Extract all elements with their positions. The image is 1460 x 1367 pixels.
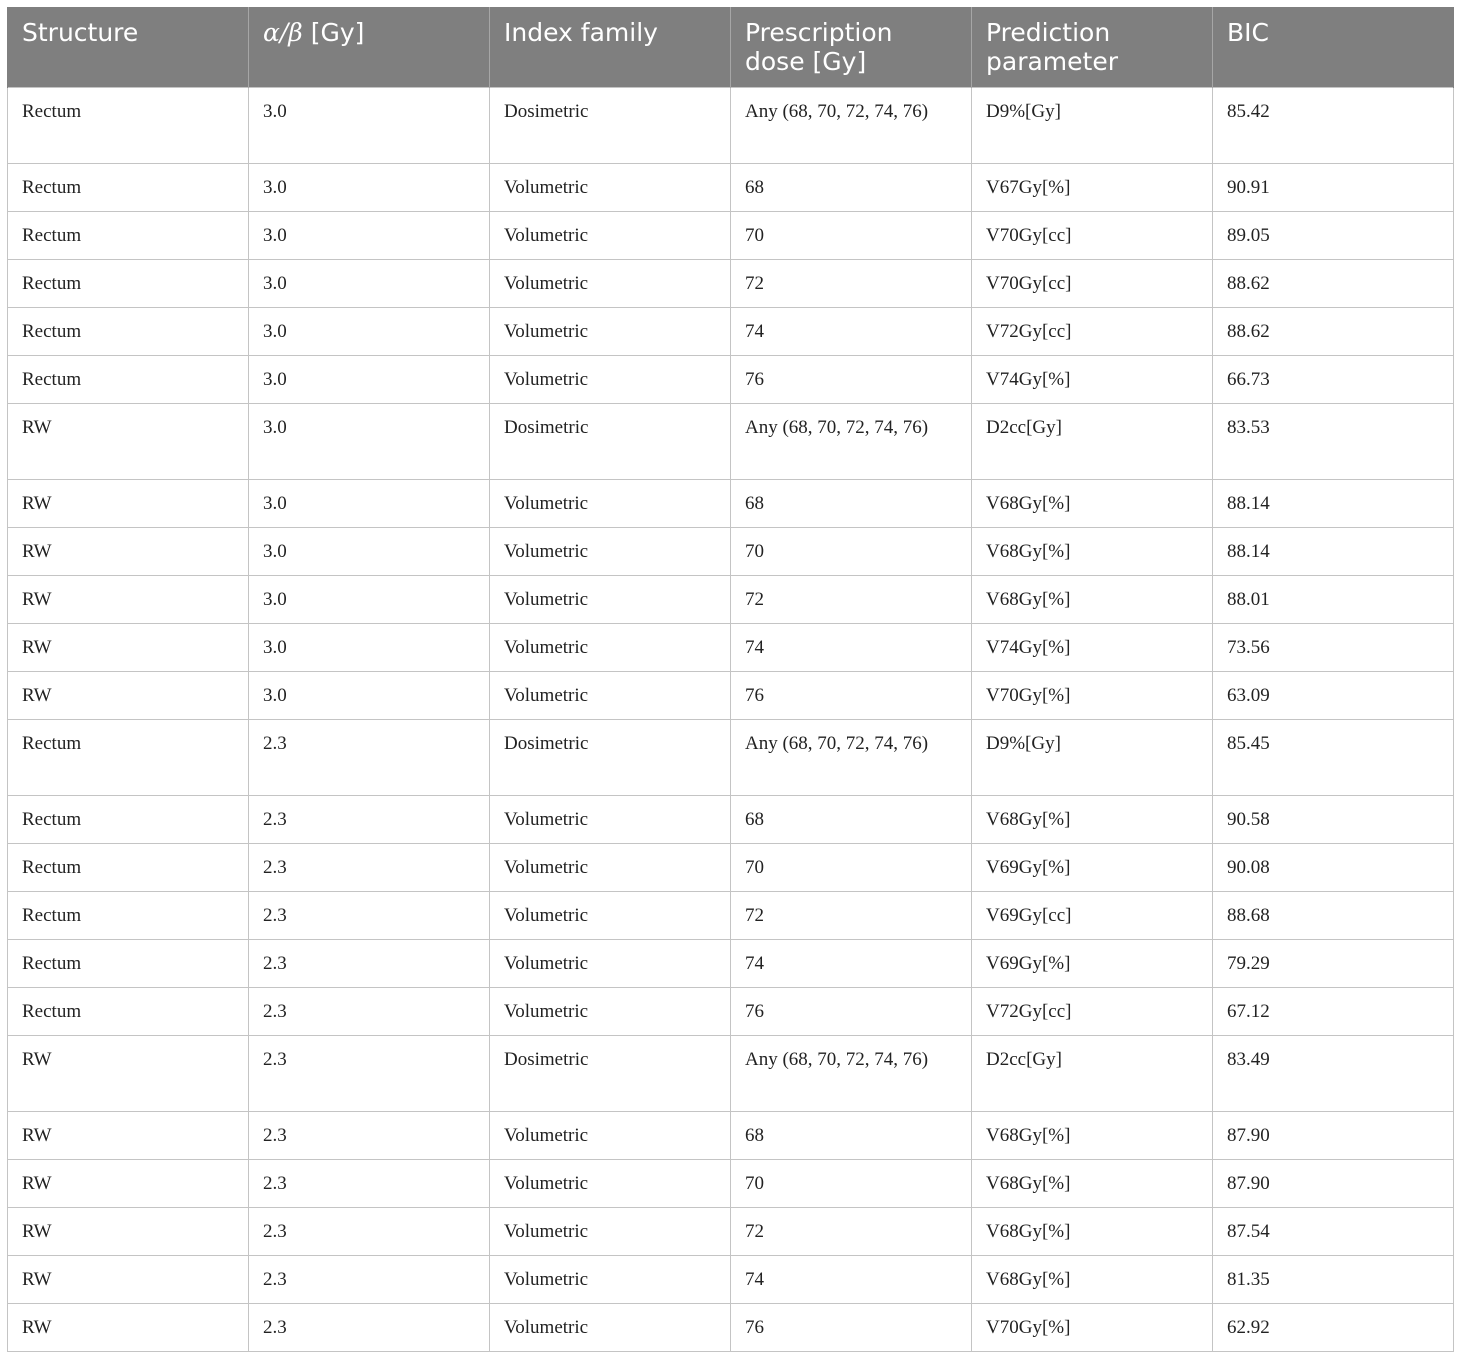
table-row — [8, 260, 1454, 308]
cell-prediction-parameter: V68Gy[%] — [972, 1160, 1213, 1208]
cell-alpha-beta: 3.0 — [249, 212, 490, 260]
header-index-family: Index family — [490, 7, 731, 88]
cell-prescription-dose: 72 — [731, 260, 972, 308]
cell-bic: 81.35 — [1213, 1256, 1454, 1304]
cell-prescription-dose: Any (68, 70, 72, 74, 76) — [731, 404, 972, 480]
table-row — [8, 528, 1454, 576]
cell-structure: RW — [8, 480, 249, 528]
cell-index-family: Volumetric — [490, 480, 731, 528]
cell-prediction-parameter: V70Gy[%] — [972, 1304, 1213, 1352]
cell-index-family: Volumetric — [490, 844, 731, 892]
cell-index-family: Volumetric — [490, 892, 731, 940]
cell-bic: 88.01 — [1213, 576, 1454, 624]
table-row — [8, 88, 1454, 164]
cell-prescription-dose: 70 — [731, 844, 972, 892]
cell-index-family: Dosimetric — [490, 1036, 731, 1112]
cell-structure: Rectum — [8, 720, 249, 796]
header-alpha-beta: α/β [Gy] — [249, 7, 490, 88]
cell-structure: Rectum — [8, 940, 249, 988]
cell-prediction-parameter: V70Gy[cc] — [972, 212, 1213, 260]
cell-alpha-beta: 2.3 — [249, 892, 490, 940]
cell-index-family: Volumetric — [490, 940, 731, 988]
cell-bic: 87.90 — [1213, 1160, 1454, 1208]
cell-prescription-dose: 74 — [731, 940, 972, 988]
cell-prediction-parameter: V74Gy[%] — [972, 624, 1213, 672]
cell-prescription-dose: 74 — [731, 1256, 972, 1304]
cell-structure: Rectum — [8, 988, 249, 1036]
cell-structure: RW — [8, 404, 249, 480]
table-row — [8, 988, 1454, 1036]
cell-prediction-parameter: D2cc[Gy] — [972, 1036, 1213, 1112]
cell-index-family: Volumetric — [490, 1160, 731, 1208]
header-structure: Structure — [8, 7, 249, 88]
cell-bic: 83.53 — [1213, 404, 1454, 480]
table-row — [8, 480, 1454, 528]
table-row — [8, 1112, 1454, 1160]
cell-structure: Rectum — [8, 260, 249, 308]
cell-prediction-parameter: V68Gy[%] — [972, 480, 1213, 528]
cell-bic: 88.62 — [1213, 260, 1454, 308]
cell-prediction-parameter: V69Gy[%] — [972, 940, 1213, 988]
cell-bic: 85.42 — [1213, 88, 1454, 164]
header-row — [8, 7, 1454, 88]
cell-prescription-dose: 74 — [731, 624, 972, 672]
table-body — [8, 88, 1454, 1352]
cell-structure: RW — [8, 1036, 249, 1112]
table-row — [8, 844, 1454, 892]
cell-alpha-beta: 3.0 — [249, 260, 490, 308]
cell-bic: 88.68 — [1213, 892, 1454, 940]
cell-index-family: Volumetric — [490, 212, 731, 260]
cell-prescription-dose: 68 — [731, 480, 972, 528]
table-row — [8, 308, 1454, 356]
cell-alpha-beta: 3.0 — [249, 480, 490, 528]
cell-index-family: Volumetric — [490, 308, 731, 356]
cell-structure: RW — [8, 528, 249, 576]
cell-prediction-parameter: V69Gy[%] — [972, 844, 1213, 892]
cell-alpha-beta: 2.3 — [249, 1160, 490, 1208]
cell-alpha-beta: 3.0 — [249, 356, 490, 404]
cell-structure: RW — [8, 1304, 249, 1352]
cell-alpha-beta: 2.3 — [249, 796, 490, 844]
cell-bic: 62.92 — [1213, 1304, 1454, 1352]
cell-structure: Rectum — [8, 212, 249, 260]
table-row — [8, 576, 1454, 624]
cell-bic: 87.90 — [1213, 1112, 1454, 1160]
results-table-container — [7, 7, 1453, 1352]
table-row — [8, 672, 1454, 720]
cell-prediction-parameter: V68Gy[%] — [972, 1112, 1213, 1160]
cell-bic: 85.45 — [1213, 720, 1454, 796]
cell-index-family: Volumetric — [490, 672, 731, 720]
cell-structure: RW — [8, 1256, 249, 1304]
cell-alpha-beta: 3.0 — [249, 404, 490, 480]
cell-alpha-beta: 3.0 — [249, 672, 490, 720]
cell-prescription-dose: 76 — [731, 988, 972, 1036]
cell-index-family: Volumetric — [490, 1304, 731, 1352]
cell-structure: RW — [8, 576, 249, 624]
cell-structure: RW — [8, 672, 249, 720]
cell-alpha-beta: 2.3 — [249, 988, 490, 1036]
cell-prediction-parameter: V68Gy[%] — [972, 528, 1213, 576]
table-row — [8, 356, 1454, 404]
cell-alpha-beta: 3.0 — [249, 624, 490, 672]
cell-structure: Rectum — [8, 892, 249, 940]
cell-bic: 90.91 — [1213, 164, 1454, 212]
cell-prediction-parameter: V70Gy[cc] — [972, 260, 1213, 308]
cell-prescription-dose: 70 — [731, 528, 972, 576]
cell-prescription-dose: 76 — [731, 1304, 972, 1352]
cell-index-family: Dosimetric — [490, 88, 731, 164]
cell-index-family: Dosimetric — [490, 720, 731, 796]
cell-prescription-dose: 68 — [731, 164, 972, 212]
cell-index-family: Volumetric — [490, 1112, 731, 1160]
table-header — [8, 7, 1454, 88]
cell-bic: 87.54 — [1213, 1208, 1454, 1256]
cell-index-family: Volumetric — [490, 164, 731, 212]
cell-bic: 73.56 — [1213, 624, 1454, 672]
cell-prescription-dose: 68 — [731, 796, 972, 844]
cell-prediction-parameter: V68Gy[%] — [972, 1208, 1213, 1256]
cell-structure: Rectum — [8, 844, 249, 892]
cell-bic: 88.62 — [1213, 308, 1454, 356]
cell-bic: 66.73 — [1213, 356, 1454, 404]
results-table — [7, 7, 1454, 1352]
cell-alpha-beta: 2.3 — [249, 720, 490, 796]
cell-structure: RW — [8, 1160, 249, 1208]
cell-alpha-beta: 3.0 — [249, 88, 490, 164]
cell-prescription-dose: Any (68, 70, 72, 74, 76) — [731, 1036, 972, 1112]
cell-prescription-dose: Any (68, 70, 72, 74, 76) — [731, 88, 972, 164]
cell-alpha-beta: 2.3 — [249, 1256, 490, 1304]
table-row — [8, 1304, 1454, 1352]
cell-index-family: Dosimetric — [490, 404, 731, 480]
cell-prediction-parameter: V69Gy[cc] — [972, 892, 1213, 940]
cell-prediction-parameter: V74Gy[%] — [972, 356, 1213, 404]
cell-bic: 89.05 — [1213, 212, 1454, 260]
cell-index-family: Volumetric — [490, 356, 731, 404]
header-prediction-parameter: Prediction parameter — [972, 7, 1213, 88]
cell-alpha-beta: 3.0 — [249, 528, 490, 576]
cell-prescription-dose: Any (68, 70, 72, 74, 76) — [731, 720, 972, 796]
table-row — [8, 892, 1454, 940]
cell-index-family: Volumetric — [490, 624, 731, 672]
table-row — [8, 404, 1454, 480]
cell-index-family: Volumetric — [490, 796, 731, 844]
cell-index-family: Volumetric — [490, 1208, 731, 1256]
cell-index-family: Volumetric — [490, 1256, 731, 1304]
cell-prediction-parameter: V68Gy[%] — [972, 1256, 1213, 1304]
cell-alpha-beta: 2.3 — [249, 1036, 490, 1112]
cell-structure: Rectum — [8, 308, 249, 356]
table-row — [8, 1208, 1454, 1256]
table-row — [8, 212, 1454, 260]
cell-bic: 90.58 — [1213, 796, 1454, 844]
cell-prediction-parameter: D9%[Gy] — [972, 720, 1213, 796]
cell-bic: 79.29 — [1213, 940, 1454, 988]
cell-prescription-dose: 70 — [731, 1160, 972, 1208]
table-row — [8, 1256, 1454, 1304]
table-row — [8, 720, 1454, 796]
table-row — [8, 940, 1454, 988]
cell-structure: RW — [8, 1208, 249, 1256]
cell-structure: RW — [8, 1112, 249, 1160]
cell-alpha-beta: 2.3 — [249, 1304, 490, 1352]
cell-index-family: Volumetric — [490, 260, 731, 308]
cell-prescription-dose: 76 — [731, 356, 972, 404]
table-row — [8, 1036, 1454, 1112]
header-prescription-dose: Prescription dose [Gy] — [731, 7, 972, 88]
cell-prediction-parameter: D9%[Gy] — [972, 88, 1213, 164]
cell-bic: 88.14 — [1213, 528, 1454, 576]
cell-alpha-beta: 2.3 — [249, 1112, 490, 1160]
cell-prediction-parameter: V72Gy[cc] — [972, 988, 1213, 1036]
table-row — [8, 796, 1454, 844]
cell-alpha-beta: 2.3 — [249, 1208, 490, 1256]
cell-structure: RW — [8, 624, 249, 672]
cell-prescription-dose: 72 — [731, 1208, 972, 1256]
cell-prescription-dose: 68 — [731, 1112, 972, 1160]
cell-alpha-beta: 2.3 — [249, 940, 490, 988]
cell-bic: 88.14 — [1213, 480, 1454, 528]
cell-prediction-parameter: V67Gy[%] — [972, 164, 1213, 212]
table-row — [8, 1160, 1454, 1208]
cell-prediction-parameter: V70Gy[%] — [972, 672, 1213, 720]
cell-structure: Rectum — [8, 796, 249, 844]
cell-prescription-dose: 72 — [731, 892, 972, 940]
cell-index-family: Volumetric — [490, 576, 731, 624]
table-row — [8, 624, 1454, 672]
cell-prediction-parameter: V72Gy[cc] — [972, 308, 1213, 356]
cell-alpha-beta: 3.0 — [249, 308, 490, 356]
cell-alpha-beta: 3.0 — [249, 164, 490, 212]
cell-structure: Rectum — [8, 88, 249, 164]
cell-prediction-parameter: V68Gy[%] — [972, 576, 1213, 624]
cell-prescription-dose: 70 — [731, 212, 972, 260]
cell-bic: 67.12 — [1213, 988, 1454, 1036]
cell-structure: Rectum — [8, 164, 249, 212]
cell-prescription-dose: 72 — [731, 576, 972, 624]
cell-alpha-beta: 2.3 — [249, 844, 490, 892]
cell-prediction-parameter: V68Gy[%] — [972, 796, 1213, 844]
cell-prescription-dose: 76 — [731, 672, 972, 720]
cell-prescription-dose: 74 — [731, 308, 972, 356]
header-bic: BIC — [1213, 7, 1454, 88]
table-row — [8, 164, 1454, 212]
cell-bic: 90.08 — [1213, 844, 1454, 892]
cell-prediction-parameter: D2cc[Gy] — [972, 404, 1213, 480]
cell-index-family: Volumetric — [490, 988, 731, 1036]
cell-structure: Rectum — [8, 356, 249, 404]
cell-alpha-beta: 3.0 — [249, 576, 490, 624]
cell-bic: 83.49 — [1213, 1036, 1454, 1112]
cell-index-family: Volumetric — [490, 528, 731, 576]
cell-bic: 63.09 — [1213, 672, 1454, 720]
